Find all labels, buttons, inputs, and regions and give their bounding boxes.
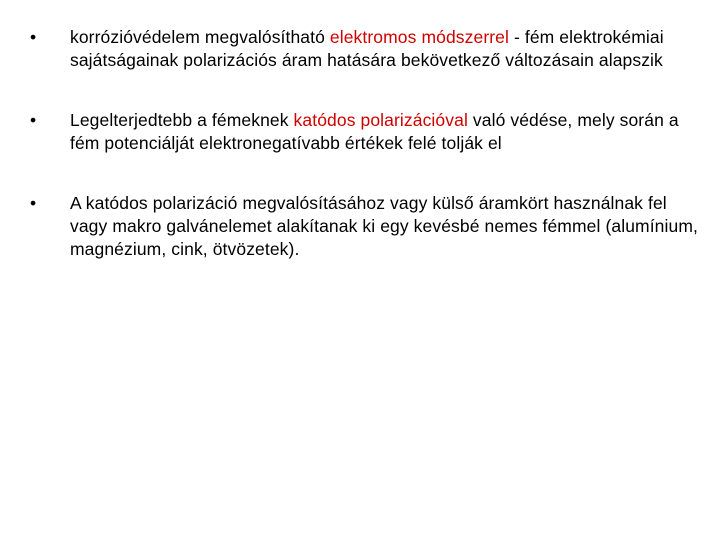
- bullet-text-part: Legelterjedtebb a fémeknek: [70, 110, 294, 130]
- bullet-list: [30, 26, 700, 261]
- bullet-item: [30, 109, 700, 155]
- bullet-item: [30, 26, 700, 72]
- highlighted-term: elektromos módszerrel: [329, 27, 510, 47]
- bullet-text: [70, 110, 679, 153]
- bullet-icon: •: [30, 110, 37, 130]
- bullet-text-part: való védése, mely során a fém potenciálját elektronegatívabb értékek felé tolják el: [70, 110, 679, 153]
- bullet-text-part: korrózióvédelem megvalósítható: [70, 27, 330, 47]
- bullet-text: [70, 27, 664, 70]
- highlighted-term: katódos polarizációval: [293, 110, 468, 130]
- bullet-text: [70, 193, 698, 259]
- bullet-text-part: - fém elektrokémiai sajátságainak polarizációs áram hatására bekövetkező változásain alapszik: [70, 27, 664, 70]
- bullet-icon: •: [30, 27, 37, 47]
- bullet-icon: •: [30, 193, 37, 213]
- bullet-text-part: A katódos polarizáció megvalósításához vagy külső áramkört használnak fel vagy makro galvánelemet alakítanak ki egy kevésbé nemes fémmel (alumínium, magnézium, cink, ötvözetek).: [70, 193, 698, 259]
- bullet-item: [30, 192, 700, 261]
